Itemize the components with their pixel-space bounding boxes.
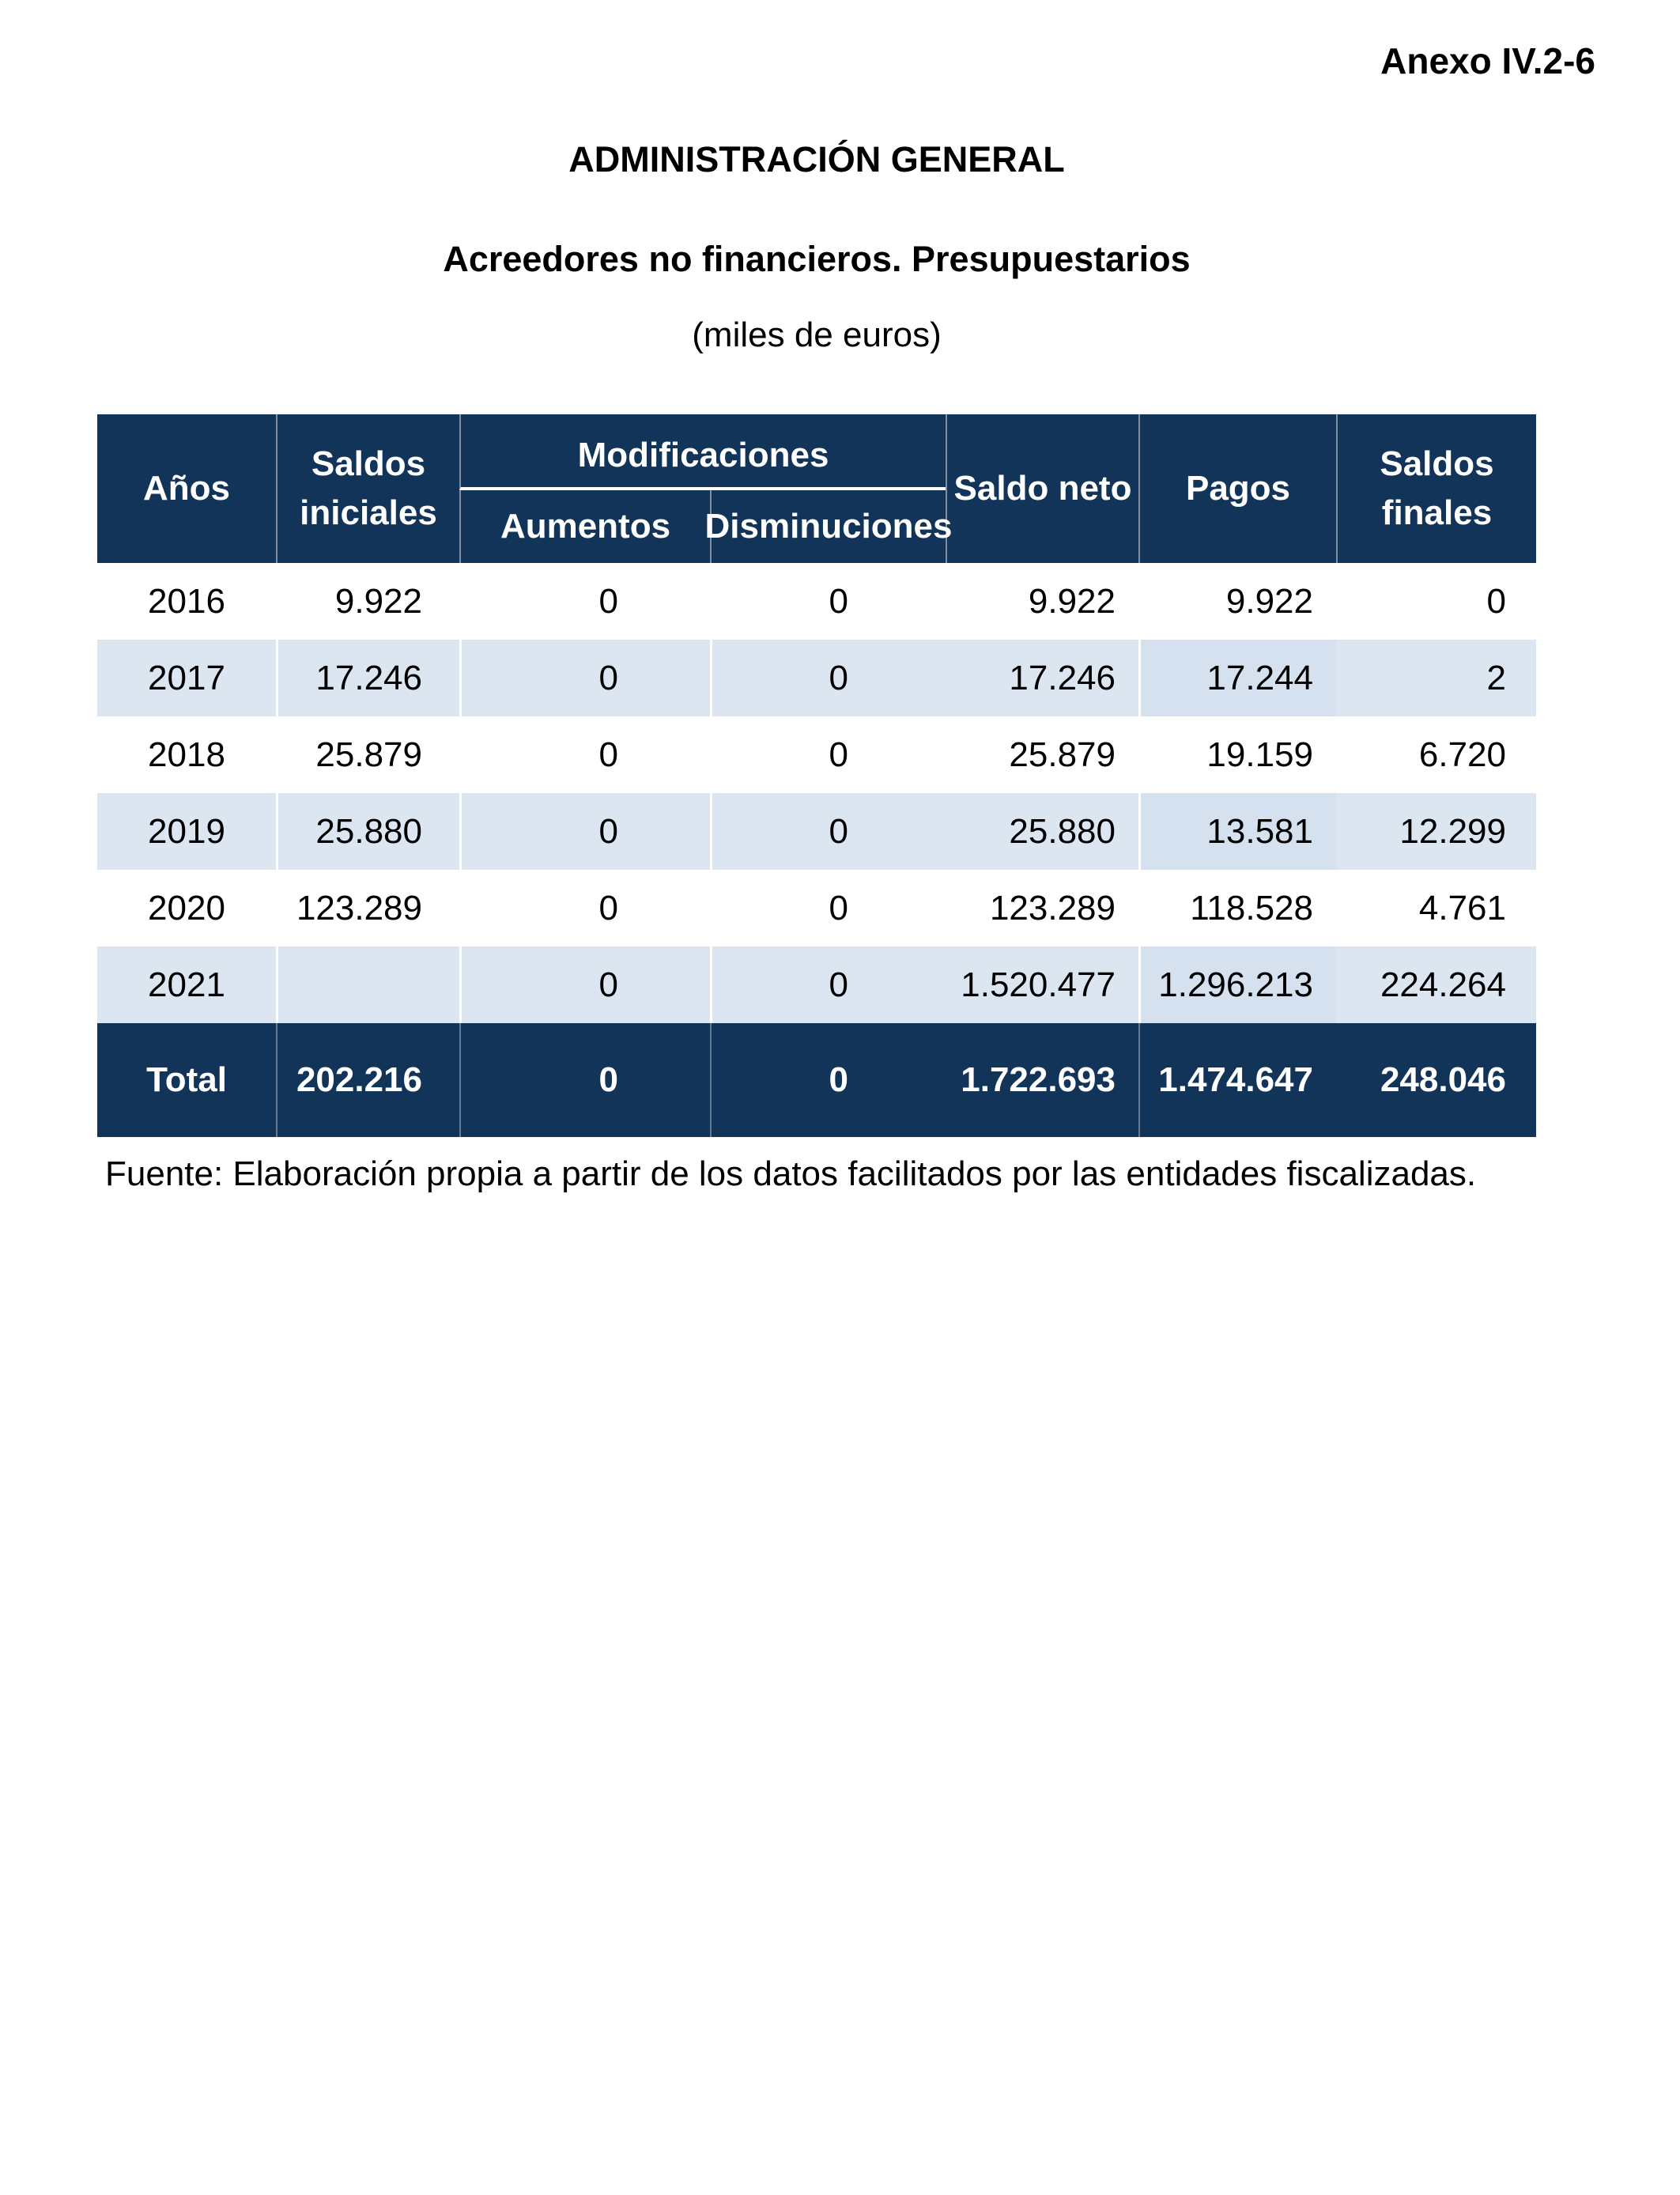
cell-disminuciones: 0 xyxy=(710,640,946,716)
cell-saldos-iniciales: 202.216 xyxy=(276,1023,459,1137)
cell-saldos-finales: 0 xyxy=(1486,581,1506,621)
header-anos: Años xyxy=(143,468,230,508)
cell-saldo-neto: 1.520.477 xyxy=(946,946,1138,1023)
data-table xyxy=(97,414,1536,1137)
table-row xyxy=(97,870,1536,946)
cell-anio: 2020 xyxy=(148,888,225,927)
cell-aumentos: 0 xyxy=(598,581,618,621)
header-disminuciones: Disminuciones xyxy=(710,490,946,563)
header-aumentos: Aumentos xyxy=(459,490,710,563)
table-row xyxy=(97,563,1536,640)
cell-pagos: 1.474.647 xyxy=(1138,1023,1336,1137)
cell-saldos-iniciales: 17.246 xyxy=(276,640,459,716)
cell-anio: 2018 xyxy=(148,735,225,774)
header-group-modificaciones: Modificaciones xyxy=(459,414,946,490)
cell-saldo-neto: 17.246 xyxy=(946,640,1138,716)
cell-saldos-iniciales: 9.922 xyxy=(334,581,422,621)
cell-anio: 2017 xyxy=(97,640,276,716)
cell-anio: 2021 xyxy=(97,946,276,1023)
cell-disminuciones: 0 xyxy=(710,1023,946,1137)
page-title: ADMINISTRACIÓN GENERAL xyxy=(568,139,1065,179)
table-row xyxy=(97,946,1536,1023)
cell-pagos: 9.922 xyxy=(1225,581,1313,621)
table-row xyxy=(97,793,1536,870)
cell-aumentos: 0 xyxy=(459,946,710,1023)
cell-aumentos: 0 xyxy=(459,793,710,870)
table-row xyxy=(97,716,1536,793)
cell-saldo-neto: 1.722.693 xyxy=(961,1060,1116,1099)
cell-saldos-iniciales xyxy=(276,946,459,1023)
table-row xyxy=(97,640,1536,716)
cell-saldo-neto: 123.289 xyxy=(989,888,1116,927)
cell-anio: 2016 xyxy=(148,581,225,621)
cell-pagos: 17.244 xyxy=(1138,640,1336,716)
header-saldos-iniciales: Saldos iniciales xyxy=(276,414,459,563)
cell-saldo-neto: 25.880 xyxy=(946,793,1138,870)
cell-pagos: 118.528 xyxy=(1190,888,1313,927)
cell-disminuciones: 0 xyxy=(829,888,848,927)
cell-saldos-finales: 224.264 xyxy=(1336,946,1536,1023)
header-saldo-neto: Saldo neto xyxy=(946,414,1138,563)
cell-aumentos: 0 xyxy=(459,640,710,716)
annex-label: Anexo IV.2-6 xyxy=(1380,40,1595,81)
table-total-row xyxy=(97,1023,1536,1137)
cell-aumentos: 0 xyxy=(459,1023,710,1137)
cell-saldos-finales: 248.046 xyxy=(1380,1060,1506,1099)
cell-saldos-finales: 2 xyxy=(1336,640,1536,716)
page-subtitle: Acreedores no financieros. Presupuestarios xyxy=(443,239,1191,279)
cell-saldo-neto: 9.922 xyxy=(1028,581,1116,621)
header-saldos-finales: Saldos finales xyxy=(1336,414,1536,563)
unit-note: (miles de euros) xyxy=(692,315,942,354)
cell-pagos: 13.581 xyxy=(1138,793,1336,870)
cell-saldos-iniciales: 25.880 xyxy=(276,793,459,870)
cell-saldos-iniciales: 25.879 xyxy=(315,735,422,774)
cell-saldos-iniciales: 123.289 xyxy=(296,888,422,927)
source-note: Fuente: Elaboración propia a partir de los datos facilitados por las entidades fiscalizadas. xyxy=(105,1154,1477,1193)
table-header xyxy=(97,414,1536,563)
cell-saldos-finales: 4.761 xyxy=(1418,888,1506,927)
cell-disminuciones: 0 xyxy=(829,581,848,621)
cell-aumentos: 0 xyxy=(598,735,618,774)
cell-saldos-finales: 12.299 xyxy=(1336,793,1536,870)
cell-disminuciones: 0 xyxy=(710,793,946,870)
header-pagos: Pagos xyxy=(1138,414,1336,563)
cell-saldo-neto: 25.879 xyxy=(1009,735,1116,774)
cell-pagos: 1.296.213 xyxy=(1138,946,1336,1023)
cell-total-label: Total xyxy=(146,1060,227,1099)
cell-saldos-finales: 6.720 xyxy=(1418,735,1506,774)
cell-disminuciones: 0 xyxy=(710,946,946,1023)
cell-pagos: 19.159 xyxy=(1206,735,1313,774)
cell-aumentos: 0 xyxy=(598,888,618,927)
cell-anio: 2019 xyxy=(97,793,276,870)
cell-disminuciones: 0 xyxy=(829,735,848,774)
